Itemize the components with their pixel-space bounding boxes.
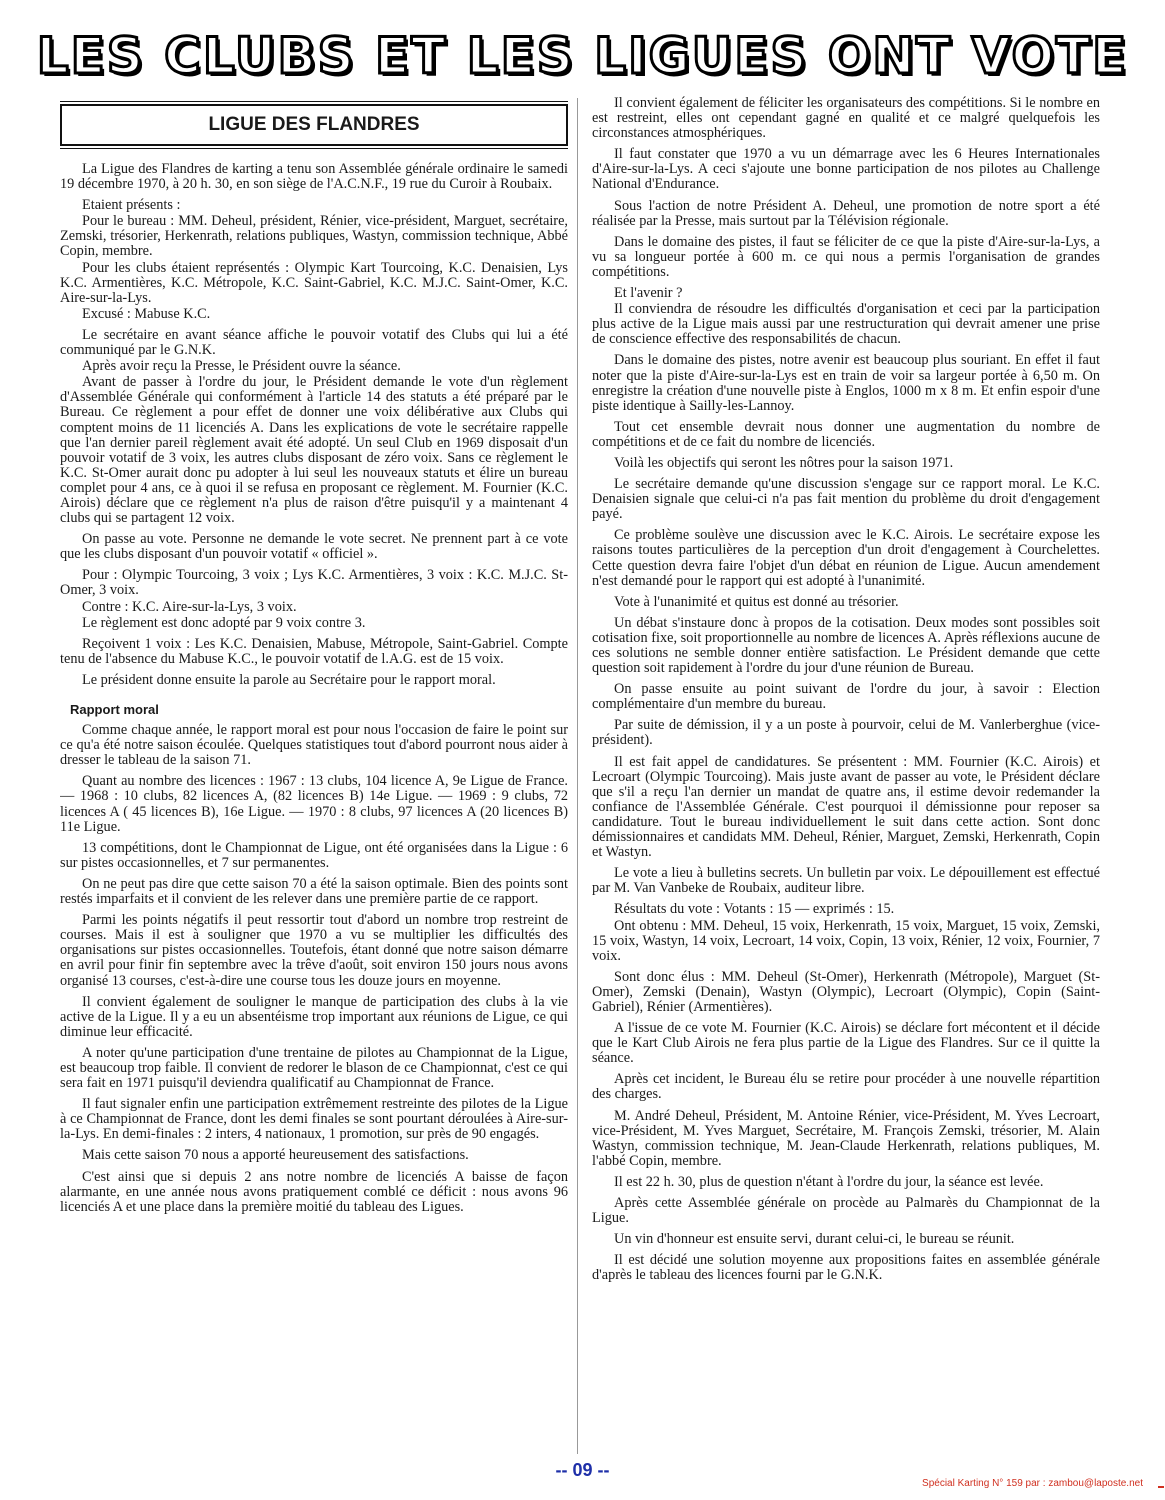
paragraph: Un vin d'honneur est ensuite servi, durant celui-ci, le bureau se réunit. (614, 1231, 1015, 1248)
paragraph: Le président donne ensuite la parole au Secrétaire pour le rapport moral. (82, 671, 496, 688)
credit-line: Spécial Karting N° 159 par : zambou@laposte.net (922, 1478, 1143, 1489)
paragraph: Ce problème soulève une discussion avec le K.C. Airois. Le secrétaire expose les raisons toutes particulières de la perception d'un droit d'engagement à Courchelettes. Cette question devra faire l'objet d'un débat en réunion de Ligue. Aucun amendement n'est demandé pour le rapport qui est adopté à l'unanimité. (592, 527, 1100, 589)
paragraph: Après avoir reçu la Presse, le Président ouvre la séance. (82, 358, 401, 375)
paragraph: Mais cette saison 70 nous a apporté heureusement des satisfactions. (82, 1147, 469, 1164)
paragraph: Résultats du vote : Votants : 15 — exprimés : 15. (614, 901, 895, 918)
paragraph: Après cette Assemblée générale on procède au Palmarès du Championnat de la Ligue. (592, 1195, 1100, 1227)
column-divider (577, 98, 578, 1454)
paragraph: On passe ensuite au point suivant de l'ordre du jour, à savoir : Election complémentaire d'un membre du bureau. (592, 681, 1100, 713)
paragraph: Il conviendra de résoudre les difficultés d'organisation et ceci par la participation plus active de la Ligue mais aussi par une restructuration qui devrait amener une prise de conscience effective des responsabilités de chacun. (592, 301, 1100, 348)
paragraph: Contre : K.C. Aire-sur-la-Lys, 3 voix. (82, 598, 297, 615)
paragraph: A noter qu'une participation d'une trentaine de pilotes au Championnat de la Ligue, est beaucoup trop faible. Il convient de redorer le blason de ce Championnat, c'est ce qui sera fait en 1971 puisqu'il deviendra qualificatif au Championnat de France. (60, 1044, 568, 1092)
paragraph: Tout cet ensemble devrait nous donner une augmentation du nombre de compétitions et de ce fait du nombre de licenciés. (592, 418, 1100, 450)
paragraph: Parmi les points négatifs il peut ressortir tout d'abord un nombre trop restreint de courses. Mais il est à souligner que 1970 a vu se multiplier les difficultés des organisations sur pistes occasionnelles. Toutefois, étant donné que notre saison démarre en avril pour finir fin septembre avec la trêve d'août, soit environ 150 jours nous avons organisé 13 courses, c'est-à-dire une course tous les douze jours en moyenne. (60, 912, 568, 989)
paragraph: M. André Deheul, Président, M. Antoine Rénier, vice-Président, M. Yves Lecroart, vice-Président, M. Yves Marguet, Secrétaire, M. François Zemski, trésorier, M. Alain Wastyn, commission technique, M. Jean-Claude Herkenrath, relations publiques, M. l'abbé Copin, membre. (592, 1107, 1100, 1169)
paragraph: Pour les clubs étaient représentés : Olympic Kart Tourcoing, K.C. Denaisien, Lys K.C. Armentières, K.C. Métropole, K.C. Saint-Gabriel, K.C. M.J.C. Saint-Omer, K.C. Aire-sur-la-Lys. (60, 259, 568, 306)
page-title: LES CLUBS ET LES LIGUES ONT VOTE (36, 27, 1129, 85)
paragraph: Sont donc élus : MM. Deheul (St-Omer), Herkenrath (Métropole), Marguet (St-Omer), Zemski (Denain), Wastyn (Olympic), Lecroart (Olympic), Copin (Saint-Gabriel), Rénier (Armentières). (592, 968, 1100, 1015)
paragraph: Il est 22 h. 30, plus de question n'étant à l'ordre du jour, la séance est levée. (614, 1173, 1044, 1190)
paragraph: Le règlement est donc adopté par 9 voix contre 3. (82, 614, 366, 631)
left-column (60, 100, 568, 1460)
paragraph: Il convient également de souligner le manque de participation des clubs à la vie active de la Ligue. Il y a eu un absentéisme trop important aux réunions de Ligue, ce qui diminue leur efficacité. (60, 993, 568, 1040)
paragraph: Excusé : Mabuse K.C. (82, 305, 211, 322)
paragraph: Un débat s'instaure donc à propos de la cotisation. Deux modes sont possibles soit cotisation fixe, soit proportionnelle au nombre de licences A. Après réflexions aucune de ces solutions ne semble donner entière satisfaction. Le Président demande que cette question soit rapidement à l'ordre du jour d'une réunion de Bureau. (592, 614, 1100, 677)
paragraph: A l'issue de ce vote M. Fournier (K.C. Airois) se déclare fort mécontent et il décide que le Kart Club Airois ne fera plus partie de la Ligue des Flandres. Sur ce il quitte la séance. (592, 1020, 1100, 1067)
paragraph: Il faut constater que 1970 a vu un démarrage avec les 6 Heures Internationales d'Aire-sur-la-Lys. A ceci s'ajoute une bonne participation de nos pilotes au Challenge National d'Endurance. (592, 146, 1100, 193)
paragraph: Quant au nombre des licences : 1967 : 13 clubs, 104 licence A, 9e Ligue de France. — 1968 : 10 clubs, 82 licences A, (82 licences B) 14e Ligue. — 1969 : 9 clubs, 72 licences A ( 45 licences B), 16e Ligue. — 1970 : 8 clubs, 97 licences A (20 licences B) 11e Ligue. (60, 773, 568, 835)
section-box-title: LIGUE DES FLANDRES (60, 104, 568, 146)
paragraph: 13 compétitions, dont le Championnat de Ligue, ont été organisées dans la Ligue : 6 sur pistes occasionnelles, et 7 sur permanentes. (60, 839, 568, 871)
paragraph: Etaient présents : (82, 197, 181, 214)
paragraph: Sous l'action de notre Président A. Deheul, une promotion de notre sport a été réalisée par la Presse, mais surtout par la Télévision régionale. (592, 197, 1100, 229)
paragraph: Pour : Olympic Tourcoing, 3 voix ; Lys K.C. Armentières, 3 voix : K.C. M.J.C. St-Omer, 3 voix. (60, 567, 568, 599)
paragraph: Pour le bureau : MM. Deheul, président, Rénier, vice-président, Marguet, secrétaire, Zemski, trésorier, Herkenrath, relations publiques, Wastyn, commission technique, Abbé Copin, membre. (60, 213, 568, 260)
paragraph: Dans le domaine des pistes, notre avenir est beaucoup plus souriant. En effet il faut noter que la piste d'Aire-sur-la-Lys est en train de voir sa largeur portée à 6,50 m. On enregistre la création d'une nouvelle piste à Englos, 1000 m x 8 m. Et enfin espoir d'une piste identique à Sailly-les-Lannoy. (592, 352, 1100, 414)
paragraph: Voilà les objectifs qui seront les nôtres pour la saison 1971. (614, 454, 954, 471)
credit-underline (1158, 1486, 1164, 1488)
paragraph: Il faut signaler enfin une participation extrêmement restreinte des pilotes de la Ligue à ce Championnat de France, dont les demi finales se sont pourtant déroulées à Aire-sur-la-Lys. En demi-finales : 2 inters, 4 nationaux, 1 promotion, sur près de 90 engagés. (60, 1096, 568, 1143)
page-number: -- 09 -- (555, 1460, 610, 1480)
paragraph: La Ligue des Flandres de karting a tenu son Assemblée générale ordinaire le samedi 19 décembre 1970, à 20 h. 30, en son siège de l'A.C.N.F., 19 rue du Curoir à Roubaix. (60, 161, 568, 193)
paragraph: Et l'avenir ? (614, 285, 683, 302)
paragraph: Avant de passer à l'ordre du jour, le Président demande le vote d'un règlement d'Assemblée Générale qui conformément à l'article 14 des statuts a été préparé par le Bureau. Ce règlement a pour effet de donner une voix délibérative aux Clubs qui comptent moins de 11 licenciés A. Dans les explications de vote le secrétaire rappelle que l'an dernier pareil règlement avait été adopté. Un seul Club en 1969 disposait d'un pouvoir votatif de 3 voix, les autres clubs disposant de zéro voix. Sans ce règlement le K.C. St-Omer aurait donc pu adopter à lui seul les nouveaux statuts et élire un bureau complet pour 4 ans, ce à quoi il se refusa en proposant ce règlement. M. Fournier (K.C. Airois) déclare que ce règlement n'a plus de raison d'être puisqu'il y a maintenant 4 clubs qui se partagent 12 voix. (60, 374, 568, 527)
paragraph: Le vote a lieu à bulletins secrets. Un bulletin par voix. Le dépouillement est effectué par M. Van Vanbeke de Roubaix, auditeur libre. (592, 865, 1100, 897)
paragraph: Après cet incident, le Bureau élu se retire pour procéder à une nouvelle répartition des charges. (592, 1071, 1100, 1103)
paragraph: Dans le domaine des pistes, il faut se féliciter de ce que la piste d'Aire-sur-la-Lys, a vu sa longueur portée à 600 m. ce qui nous a permis l'organisation de grandes compétitions. (592, 233, 1100, 280)
paragraph: Ont obtenu : MM. Deheul, 15 voix, Herkenrath, 15 voix, Marguet, 15 voix, Zemski, 15 voix, Wastyn, 14 voix, Lecroart, 14 voix, Copin, 13 voix, Rénier, 12 voix, Fournier, 7 voix. (592, 917, 1100, 964)
paragraph: Reçoivent 1 voix : Les K.C. Denaisien, Mabuse, Métropole, Saint-Gabriel. Compte tenu de l'absence du Mabuse K.C., le pouvoir votatif de l.A.G. est de 15 voix. (60, 635, 568, 667)
paragraph: C'est ainsi que si depuis 2 ans notre nombre de licenciés A baisse de façon alarmante, en une année nous avons pratiquement comblé ce déficit : nous avons 96 licenciés A et une place dans la première moitié du tableau des Ligues. (60, 1168, 568, 1215)
paragraph: Le secrétaire demande qu'une discussion s'engage sur ce rapport moral. Le K.C. Denaisien signale que celui-ci n'a pas fait mention du problème du droit d'engagement payé. (592, 476, 1100, 523)
paragraph: Il est décidé une solution moyenne aux propositions faites en assemblée générale d'après le tableau des licences fourni par le G.N.K. (592, 1252, 1100, 1284)
subheading-rapport-moral: Rapport moral (70, 702, 159, 717)
paragraph: On ne peut pas dire que cette saison 70 a été la saison optimale. Bien des points sont restés imparfaits et il convient de les relever dans une première partie de ce rapport. (60, 875, 568, 908)
right-column (592, 96, 1100, 1456)
paragraph: Le secrétaire en avant séance affiche le pouvoir votatif des Clubs qui lui a été communiqué par le G.N.K. (60, 326, 568, 359)
left-paragraphs-2 (60, 723, 568, 1215)
paragraph: Il est fait appel de candidatures. Se présentent : MM. Fournier (K.C. Airois) et Lecroart (Olympic Tourcoing). Mais juste avant de passer au vote, le Président déclare que s'il a reçu l'an dernier un mandat de quatre ans, il estime devoir redemander la confiance de l'Assemblée Générale. C'est pourquoi il démissionne pour reposer sa candidature. Tout le bureau individuellement le suit dans cette action. Sont donc démissionnaires et candidats MM. Deheul, Rénier, Marguet, Zemski, Herkenrath, Copin et Wastyn. (592, 753, 1100, 861)
paragraph: Il convient également de féliciter les organisateurs des compétitions. Si le nombre en est restreint, elles ont cependant gagné en qualité et ce malgré quelquefois les circonstances atmosphériques. (592, 96, 1100, 142)
paragraph: Par suite de démission, il y a un poste à pourvoir, celui de M. Vanlerberghue (vice-président). (592, 717, 1100, 749)
left-paragraphs-1 (60, 162, 568, 688)
paragraph: On passe au vote. Personne ne demande le vote secret. Ne prennent part à ce vote que les clubs disposant d'un pouvoir votatif « officiel ». (60, 531, 568, 563)
paragraph: Comme chaque année, le rapport moral est pour nous l'occasion de faire le point sur ce qu'a été notre saison écoulée. Quelques statistiques tout d'abord pourront nous aider à dresser le tableau de la saison 71. (60, 722, 568, 769)
paragraph: Vote à l'unanimité et quitus est donné au trésorier. (614, 593, 899, 610)
